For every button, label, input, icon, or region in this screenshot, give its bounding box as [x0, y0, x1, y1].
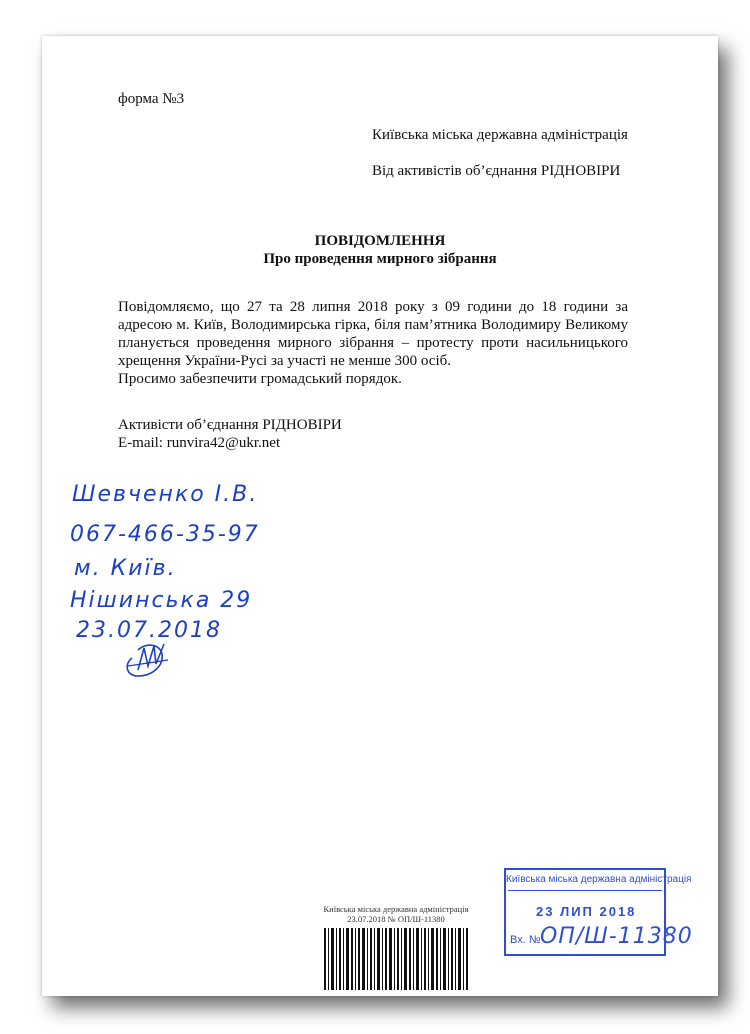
registration-label	[316, 904, 476, 1000]
handwritten-signature	[118, 636, 178, 682]
stamp-incoming-number: ОП/Ш-11380	[540, 924, 693, 949]
handwritten-city: м. Київ.	[74, 556, 177, 581]
registration-stamp	[504, 868, 693, 956]
body-paragraph: Повідомляємо, що 27 та 28 липня 2018 року з 09 години до 18 години за адресою м. Київ, Володимирська гірка, біля пам’ятника Володимиру Великому планується проведення мирного зібрання – протесту проти насильницького хрещення України-Русі за участі не менше 300 осіб.	[118, 299, 628, 369]
document-title: ПОВІДОМЛЕННЯ	[314, 233, 446, 249]
stamp-title: Київська міська державна адміністрація	[506, 874, 692, 885]
body-text	[118, 298, 628, 388]
stamp-date: 23 ЛИП 2018	[536, 904, 637, 919]
registration-org: Київська міська державна адміністрація	[323, 904, 469, 914]
handwritten-date: 23.07.2018	[76, 618, 222, 643]
recipient: Київська міська державна адміністрація	[372, 127, 628, 143]
document-subtitle: Про проведення мирного зібрання	[263, 251, 497, 267]
signature-org: Активісти об’єднання РІДНОВІРИ	[118, 417, 342, 433]
stamp-divider	[508, 890, 662, 891]
sender: Від активістів об’єднання РІДНОВІРИ	[372, 163, 621, 179]
stamp-incoming-label: Вх. №	[510, 934, 541, 946]
registration-number: 23.07.2018 № ОП/Ш-11380	[347, 914, 445, 924]
handwritten-name: Шевченко І.В.	[72, 482, 259, 507]
signature-email: E-mail: runvira42@ukr.net	[118, 435, 281, 451]
handwritten-phone: 067-466-35-97	[70, 522, 260, 547]
document-page	[42, 36, 718, 996]
barcode	[324, 928, 468, 990]
form-label: форма №3	[118, 91, 185, 107]
handwritten-street: Нішинська 29	[70, 588, 253, 613]
body-request: Просимо забезпечити громадський порядок.	[118, 371, 402, 387]
